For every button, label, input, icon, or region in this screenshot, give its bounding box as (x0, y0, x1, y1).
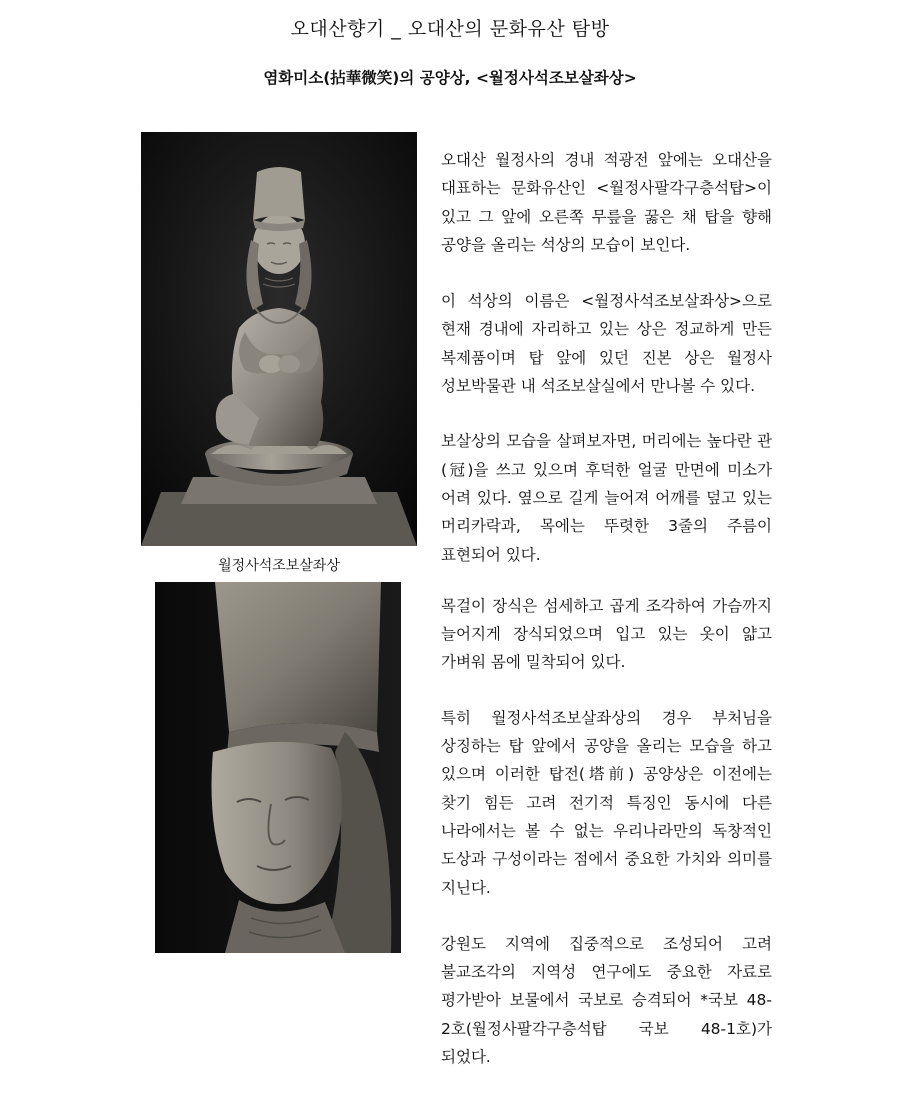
photo-caption: 월정사석조보살좌상 (218, 558, 340, 574)
page-subtitle: 염화미소(拈華微笑)의 공양상, <월정사석조보살좌상> (263, 69, 637, 87)
bodhisattva-head-closeup-photo (155, 582, 401, 953)
paragraph: 강원도 지역에 집중적으로 조성되어 고려 불교조각의 지역성 연구에도 중요한 자료로 평가받아 보물에서 국보로 승격되어 *국보 48-2호(월정사팔각구층석탑 국보 48-1호)가 되었다. (441, 934, 772, 1067)
paragraph: 오대산 월정사의 경내 적광전 앞에는 오대산을 대표하는 문화유산인 <월정사팔각구층석탑>이 있고 그 앞에 오른쪽 무릎을 꿇은 채 탑을 향해 공양을 올리는 석상의 모습이 보인다. (441, 151, 772, 254)
paragraph: 특히 월정사석조보살좌상의 경우 부처님을 상징하는 탑 앞에서 공양을 올리는 모습을 하고 있으며 이러한 탑전(塔前) 공양상은 이전에는 찾기 힘든 고려 전기적 특징인 동시에 다른 나라에서는 볼 수 없는 우리나라만의 독창적인 도상과 구성이라는 점에서 중요한 가치와 의미를 지닌다. (441, 708, 772, 897)
paragraph: 목걸이 장식은 섬세하고 곱게 조각하여 가슴까지 늘어지게 장식되었으며 입고 있는 옷이 얇고 가벼워 몸에 밀착되어 있다. (441, 596, 772, 672)
statue-icon (141, 132, 417, 546)
paragraph: 이 석상의 이름은 <월정사석조보살좌상>으로 현재 경내에 자리하고 있는 상은 정교하게 만든 복제품이며 탑 앞에 있던 진본 상은 월정사 성보박물관 내 석조보살실에서 만나볼 수 있다. (441, 292, 772, 396)
paragraph: 보살상의 모습을 살펴보자면, 머리에는 높다란 관(冠)을 쓰고 있으며 후덕한 얼굴 만면에 미소가 어려 있다. 옆으로 길게 늘어져 어깨를 덮고 있는 머리카락과, 목에는 뚜렷한 3줄의 주름이 표현되어 있다. (441, 432, 772, 564)
statue-closeup-icon (155, 582, 401, 953)
page-title: 오대산향기 _ 오대산의 문화유산 탐방 (290, 18, 610, 40)
article-body (441, 146, 772, 1099)
seated-bodhisattva-statue-photo (141, 132, 417, 546)
